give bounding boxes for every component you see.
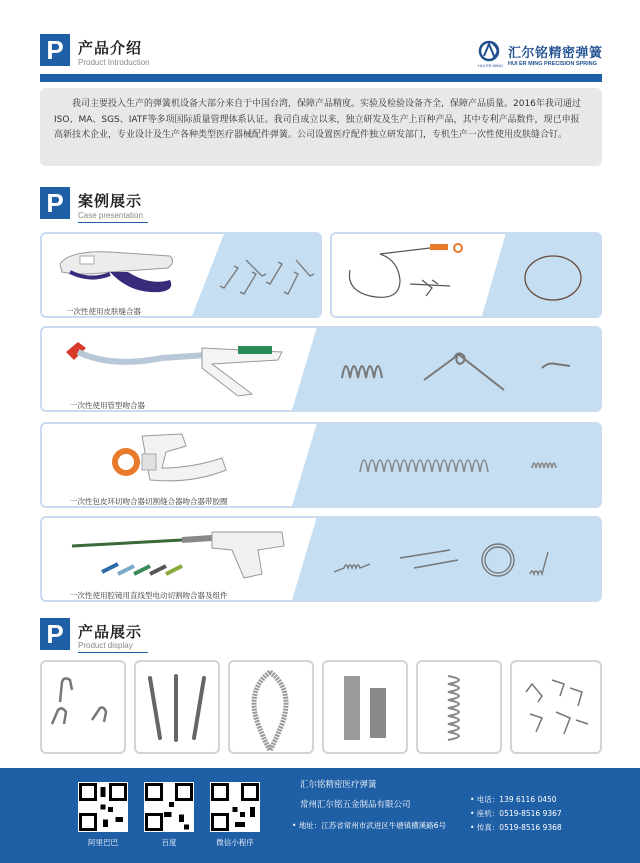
- qr-code-alibaba[interactable]: [78, 782, 128, 832]
- section-badge-intro: P: [40, 34, 70, 66]
- product-card-staples: [40, 660, 126, 754]
- product-card-wire-forms: [510, 660, 602, 754]
- coil-spring-product-image: [418, 662, 500, 752]
- footer-landline: • 座机：0519-8516 9367: [470, 809, 562, 818]
- case-panel-tube-stapler: [40, 326, 602, 412]
- endoscopic-stapler-image: [62, 524, 302, 590]
- footer-company-2: 常州汇尔铭五金制品有限公司: [300, 800, 411, 810]
- case-label-1: 一次性使用皮肤缝合器: [66, 307, 141, 316]
- qr-code-wechat[interactable]: [210, 782, 260, 832]
- section-badge-products: P: [40, 618, 70, 650]
- cases-title: 案例展示: [78, 192, 143, 210]
- products-subtitle: Product display: [78, 641, 133, 650]
- product-card-rods: [134, 660, 220, 754]
- intro-subtitle: Product Introduction: [78, 58, 150, 67]
- spring-loop-product-image: [230, 662, 312, 752]
- wire-ring-image: [518, 248, 588, 308]
- cases-underline: [78, 222, 148, 223]
- case-label-2: 一次性使用管型吻合器: [70, 401, 145, 410]
- tube-stapler-image: [52, 334, 292, 400]
- qr-label-baidu: 百度: [161, 838, 177, 847]
- staples-product-image: [42, 662, 124, 752]
- case-label-4: 一次性使用腔镜用直线型电动切割吻合器及组件: [70, 591, 228, 600]
- qr-label-alibaba: 阿里巴巴: [88, 838, 118, 847]
- product-card-spring-loop: [228, 660, 314, 754]
- logo-name-cn: 汇尔铭精密弹簧: [508, 46, 603, 61]
- circumcision-stapler-image: [102, 428, 242, 494]
- coil-springs-image: [354, 444, 574, 484]
- footer-phone: • 电话：139 6116 0450: [470, 795, 557, 804]
- case-panel-endoscopic-stapler: [40, 516, 602, 602]
- footer-bar: [0, 768, 640, 863]
- logo-mark-text: HUI ER MING: [478, 63, 504, 68]
- footer-address: • 地址：江苏省常州市武进区牛塘镇横溪路6号: [292, 821, 447, 830]
- cases-subtitle: Case presentation: [78, 211, 143, 220]
- case-panel-circumcision-stapler: [40, 422, 602, 508]
- product-card-cylinders: [322, 660, 408, 754]
- case-label-3: 一次性包皮环切吻合器切割缝合器吻合器带胶圈: [70, 497, 228, 506]
- product-card-coil-spring: [416, 660, 502, 754]
- case-panel-wire-parts: [330, 232, 602, 318]
- logo-name-en: HUI ER MING PRECISION SPRING: [508, 61, 597, 67]
- intro-title: 产品介绍: [78, 39, 143, 57]
- header-divider-bar: [40, 74, 602, 82]
- logo-mark-icon: [478, 40, 504, 62]
- footer-company-1: 汇尔铭精密医疗弹簧: [300, 780, 377, 790]
- case-panel-skin-stapler: [40, 232, 322, 318]
- section-badge-cases: P: [40, 187, 70, 219]
- qr-code-icon: [210, 782, 260, 832]
- company-logo: [478, 40, 608, 70]
- spring-components-image: [330, 532, 590, 586]
- intro-body-text: 我司主要投入生产的弹簧机设备大部分来自于中国台湾，保障产品精度。实验及检验设备齐全，保障产品质量。2016年我司通过ISO、MA、SGS、IATF等多项国际质量管理体系认证。我司自成立以来，独立研发及生产上百种产品，其中专利产品数件，现已申报高新技术企业，专业设计及生产各种类型医疗器械配件弹簧。公司设置医疗配件独立研发部门，专机生产一次性使用皮肤缝合钉。: [54, 99, 581, 140]
- cylinders-product-image: [324, 662, 406, 752]
- footer-fax: • 传真：0519-8516 9368: [470, 823, 562, 832]
- intro-text-box: [40, 88, 602, 166]
- rods-product-image: [136, 662, 218, 752]
- qr-code-baidu[interactable]: [144, 782, 194, 832]
- wire-forms-product-image: [512, 662, 600, 752]
- skin-stapler-image: [50, 242, 180, 300]
- wire-assembly-image: [340, 240, 480, 312]
- spring-parts-image: [334, 338, 594, 400]
- qr-code-icon: [78, 782, 128, 832]
- qr-code-icon: [144, 782, 194, 832]
- qr-label-wechat: 微信小程序: [216, 838, 254, 847]
- products-underline: [78, 652, 148, 653]
- staples-image: [210, 246, 320, 306]
- products-title: 产品展示: [78, 623, 143, 641]
